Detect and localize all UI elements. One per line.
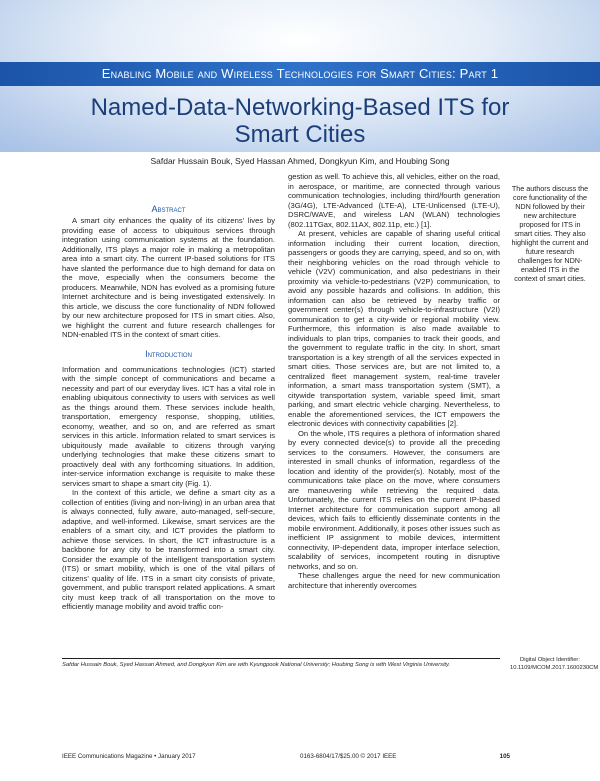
author-list: Safdar Hussain Bouk, Syed Hassan Ahmed, Dongkyun Kim, and Houbing Song xyxy=(150,156,450,166)
footer-journal: IEEE Communications Magazine • January 2017 xyxy=(62,753,196,760)
sidebar-summary: The authors discuss the core functionality of the NDN followed by their new architecture proposed for ITS in smart cities. They also highlight the current and future research challenges for NDN-enabled ITS in the context of smart cities. xyxy=(511,184,589,283)
right-column xyxy=(288,172,500,590)
body-paragraph-4: These challenges argue the need for new communication architecture that inherently overcomes xyxy=(288,571,500,590)
doi-value: 10.1109/MCOM.2017.1600230CM xyxy=(510,664,599,671)
doi-block xyxy=(510,657,599,672)
body-paragraph-1: gestion as well. To achieve this, all vehicles, either on the road, in aerospace, or maritime, are connected through various communication technologies, including third/fourth generation (3G/4G), LTE-Advanced (LTE-A), LTE-Unlicensed (LTE-U), DSRC/WAVE, and wireless LAN (WLAN) technologies (802.11TGax, 802.11AX, 802.11p, etc.) [1]. xyxy=(288,172,500,229)
abstract-heading: Abstract xyxy=(151,204,186,214)
intro-paragraph-2: In the context of this article, we define a smart city as a collection of entities (living and non-living) in an urban area that is always connected, fully aware, auto-managed, self-secure, adaptive, and well-informed. Likewise, smart services are the enablers of a smart city, and ICT provides the platform to achieve those services. In short, the ICT infrastructure is a backbone for any city to be transformed into a smart city. Consider the example of the intelligent transportation system (ITS) or smart mobility, which is one of the vital pillars of citizens' quality of life. ITS in a smart city consists of private, government, and public transport related applications. A smart city must keep track of all transportation on the move to efficiently manage mobility and avoid traffic con- xyxy=(62,488,275,611)
footer-issn: 0163-6804/17/$25.00 © 2017 IEEE xyxy=(300,753,397,760)
article-title xyxy=(40,94,560,148)
doi-label: Digital Object Identifier: xyxy=(520,657,580,663)
intro-paragraph-1: Information and communications technologies (ICT) started with the simple concept of communications and became a necessity and part of our everyday lives. ICT has a vital role in enabling ubiquitous connectivity to users with services as well as the things around them. These services include health, transportation, emergency response, shopping, utilities, economy, weather, and so on, and are referred as smart services in this article. Information related to smart services is ubiquitously made available to citizens through varying underlying technologies that make these citizens smart to proactively deal with any forthcoming situations. In addition, inter-service information exchange is requisite to make these services smart to shape a smart city (Fig. 1). xyxy=(62,364,275,488)
introduction-heading: Introduction xyxy=(145,348,192,359)
body-paragraph-2: At present, vehicles are capable of sharing useful critical information including their current location, direction, passengers or goods they are carrying, speed, and so on, with their neighboring vehicles on the road through vehicle to vehicle (V2V) communication, and also pedestrians in their proximity via vehicle-to-pedestrians (V2P) communication, to avoid any possible hazards and collisions. In addition, this information can also be retrieved by nearby traffic or government center(s) through vehicle-to-infrastructure (V2I) communication to get a city-wide or regional mobility view. Furthermore, this information is also made available to individuals to plan trips, companies to track their goods, and the government to regulate traffic in the city. In short, smart transportation is a key strength of all the services expected in smart cities. Those services are, but are not limited to, a centralized fleet management system, real-time traveler information, a smart mass transportation system (SMT), a citywide transportation system, variable speed limit, smart parking, and smart electric vehicle charging. Nevertheless, to enable the aforementioned services, the ICT empowers the electronic devices with connectivity capabilities [2]. xyxy=(288,229,500,428)
footnote-divider xyxy=(62,658,500,659)
author-affiliations: Safdar Hussain Bouk, Syed Hassan Ahmed, and Dongkyun Kim are with Kyungpook National University; Houbing Song is with West Virginia University. xyxy=(62,662,451,668)
page-number: 105 xyxy=(499,753,510,760)
abstract-text: A smart city enhances the quality of its citizens' lives by providing ease of access to ubiquitous services through integration using communication systems at the foundation. Additionally, ITS plays a major role in making a metropolitan area into a smart city. The current IP-based solutions for ITS have slanted the performance due to high demand for data on the move, especially when the consumers become the producers. Meanwhile, NDN has evolved as a promising future Internet architecture and is being investigated extensively. In this article, we discuss the core functionality of NDN followed by our new architecture proposed for ITS in smart cities. Also, we highlight the current and future research challenges for NDN-enabled ITS in the context of smart cities. xyxy=(62,216,275,339)
title-line-2: Smart Cities xyxy=(234,121,366,148)
left-column xyxy=(62,202,275,611)
series-heading: Enabling Mobile and Wireless Technologies for Smart Cities: Part 1 xyxy=(101,66,499,81)
title-line-1: Named-Data-Networking-Based ITS for xyxy=(90,94,510,121)
body-paragraph-3: On the whole, ITS requires a plethora of information shared by every connected device(s) to provide all the preceding services to the consumers. However, the consumers are interested in small chunks of information, regardless of the location and identity of the provider(s). Notably, most of the communications take place on the move, where consumers are maneuvering while retrieving the required data. Unfortunately, the current ITS relies on the current IP-based Internet architecture for communication support among all devices, which fails to efficiently disseminate contents in the mobile environment. Additionally, it poses other issues such as inefficient IP assignment to mobile devices, intermittent connectivity, IP-dependent data, improper interface selection, scalability of services, incompetent routing in disruptive networks, and so on. xyxy=(288,428,500,571)
